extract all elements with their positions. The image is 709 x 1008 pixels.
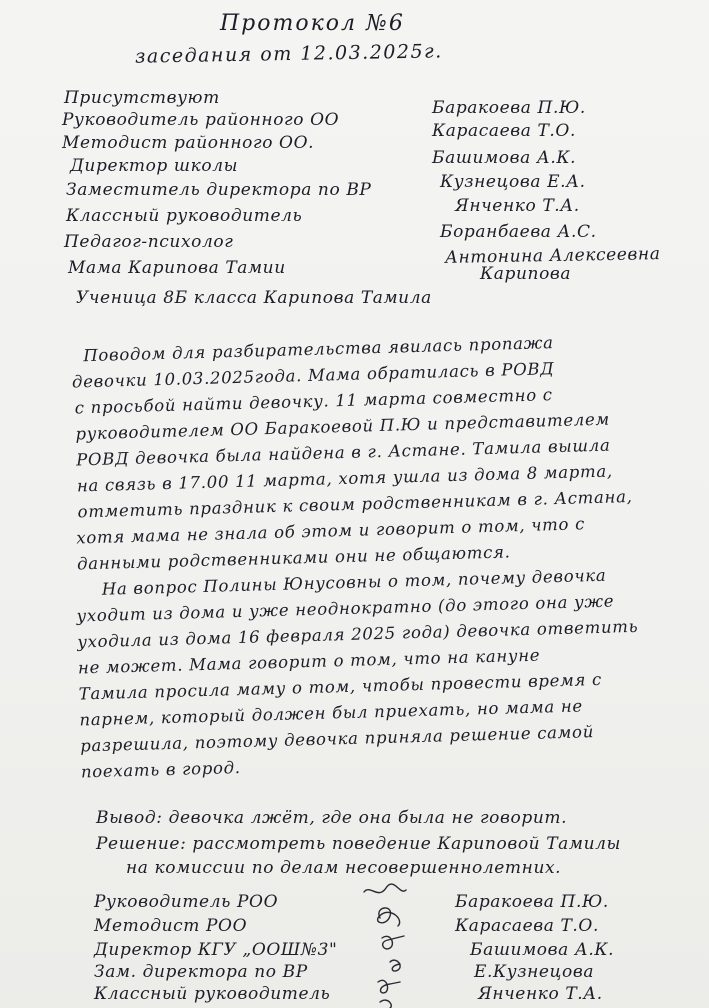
conclusion-vyvod: Вывод: девочка лжёт, где она была не говорит.: [96, 808, 568, 828]
signature-name: Баракоева П.Ю.: [455, 892, 609, 912]
conclusion-reshenie-2: на комиссии по делам несовершеннолетних.: [126, 858, 562, 878]
body-line: уходила из дома 16 февраля 2025 года) девочка ответить: [77, 616, 639, 652]
attendee-name: Янченко Т.А.: [455, 196, 580, 216]
body-line: разрешила, поэтому девочка приняла решение самой: [79, 722, 595, 756]
body-line: хотя мама не знала об этом и говорит о том, что с: [76, 514, 586, 548]
signature-role: Методист РОО: [94, 916, 248, 936]
body-line: РОВД девочка была найдена в г. Астане. Тамила вышла: [75, 435, 611, 470]
body-line: поехать в город.: [80, 757, 241, 782]
attendance-heading: Присутствуют: [64, 88, 220, 108]
body-line: На вопрос Полины Юнусовны о том, почему девочка: [101, 565, 607, 599]
signature-name: Е.Кузнецова: [474, 962, 595, 982]
protocol-title: Протокол №6: [220, 11, 405, 36]
body-line: не может. Мама говорит о том, что на кануне: [77, 645, 541, 678]
body-line: с просьбой найти девочку. 11 марта совместно с: [74, 385, 553, 418]
student-line: Ученица 8Б класса Карипова Тамила: [76, 288, 432, 308]
signature-role: Классный руководитель: [94, 984, 331, 1004]
signature-name: Янченко Т.А.: [478, 984, 603, 1004]
conclusion-reshenie-1: Решение: рассмотреть поведение Кариповой Тамилы: [96, 834, 621, 854]
attendee-name: Баракоева П.Ю.: [432, 98, 586, 118]
body-line: Поводом для разбирательства явилась пропажа: [83, 333, 554, 366]
attendee-name: Карасаева Т.О.: [432, 121, 576, 141]
attendee-name: Кузнецова Е.А.: [440, 172, 586, 192]
attendee-name: Боранбаева А.С.: [440, 222, 597, 242]
body-line: отметить праздник к своим родственникам в г. Астана,: [77, 486, 633, 522]
attendee-name-line2: Карипова: [480, 264, 572, 284]
signature-role: Руководитель РОО: [94, 892, 279, 912]
signature-scribbles: [360, 878, 430, 1008]
body-line: на связь в 17.00 11 марта, хотя ушла из дома 8 марта,: [76, 461, 614, 496]
attendee-role: Заместитель директора по ВР: [66, 180, 372, 200]
attendee-name: Антонина Алексеевна: [444, 244, 661, 268]
attendee-role: Мама Карипова Тамии: [68, 258, 286, 278]
body-line: девочки 10.03.2025года. Мама обратилась в РОВД: [71, 359, 555, 392]
body-line: парнем, который должен был приехать, но мама не: [79, 696, 584, 730]
body-line: Тамила просила маму о том, чтобы провести время с: [78, 669, 603, 704]
signature-role: Директор КГУ „ООШ№3": [94, 940, 338, 960]
body-line: данными родственниками они не общаются.: [76, 542, 511, 574]
attendee-role: Классный руководитель: [66, 206, 303, 226]
attendee-role: Методист районного ОО.: [62, 133, 315, 153]
body-line: уходит из дома и уже неоднократно (до этого она уже: [76, 591, 615, 626]
signature-name: Карасаева Т.О.: [455, 916, 599, 936]
attendee-name: Башимова А.К.: [432, 148, 577, 168]
protocol-subtitle: заседания от 12.03.2025г.: [134, 40, 443, 68]
attendee-role: Руководитель районного ОО: [62, 110, 340, 130]
body-line: руководителем ОО Баракоевой П.Ю и представителем: [75, 409, 611, 444]
attendee-role: Педагог-психолог: [64, 232, 234, 252]
signature-name: Башимова А.К.: [470, 940, 615, 960]
attendee-role: Директор школы: [70, 156, 239, 176]
signature-role: Зам. директора по ВР: [94, 962, 308, 982]
